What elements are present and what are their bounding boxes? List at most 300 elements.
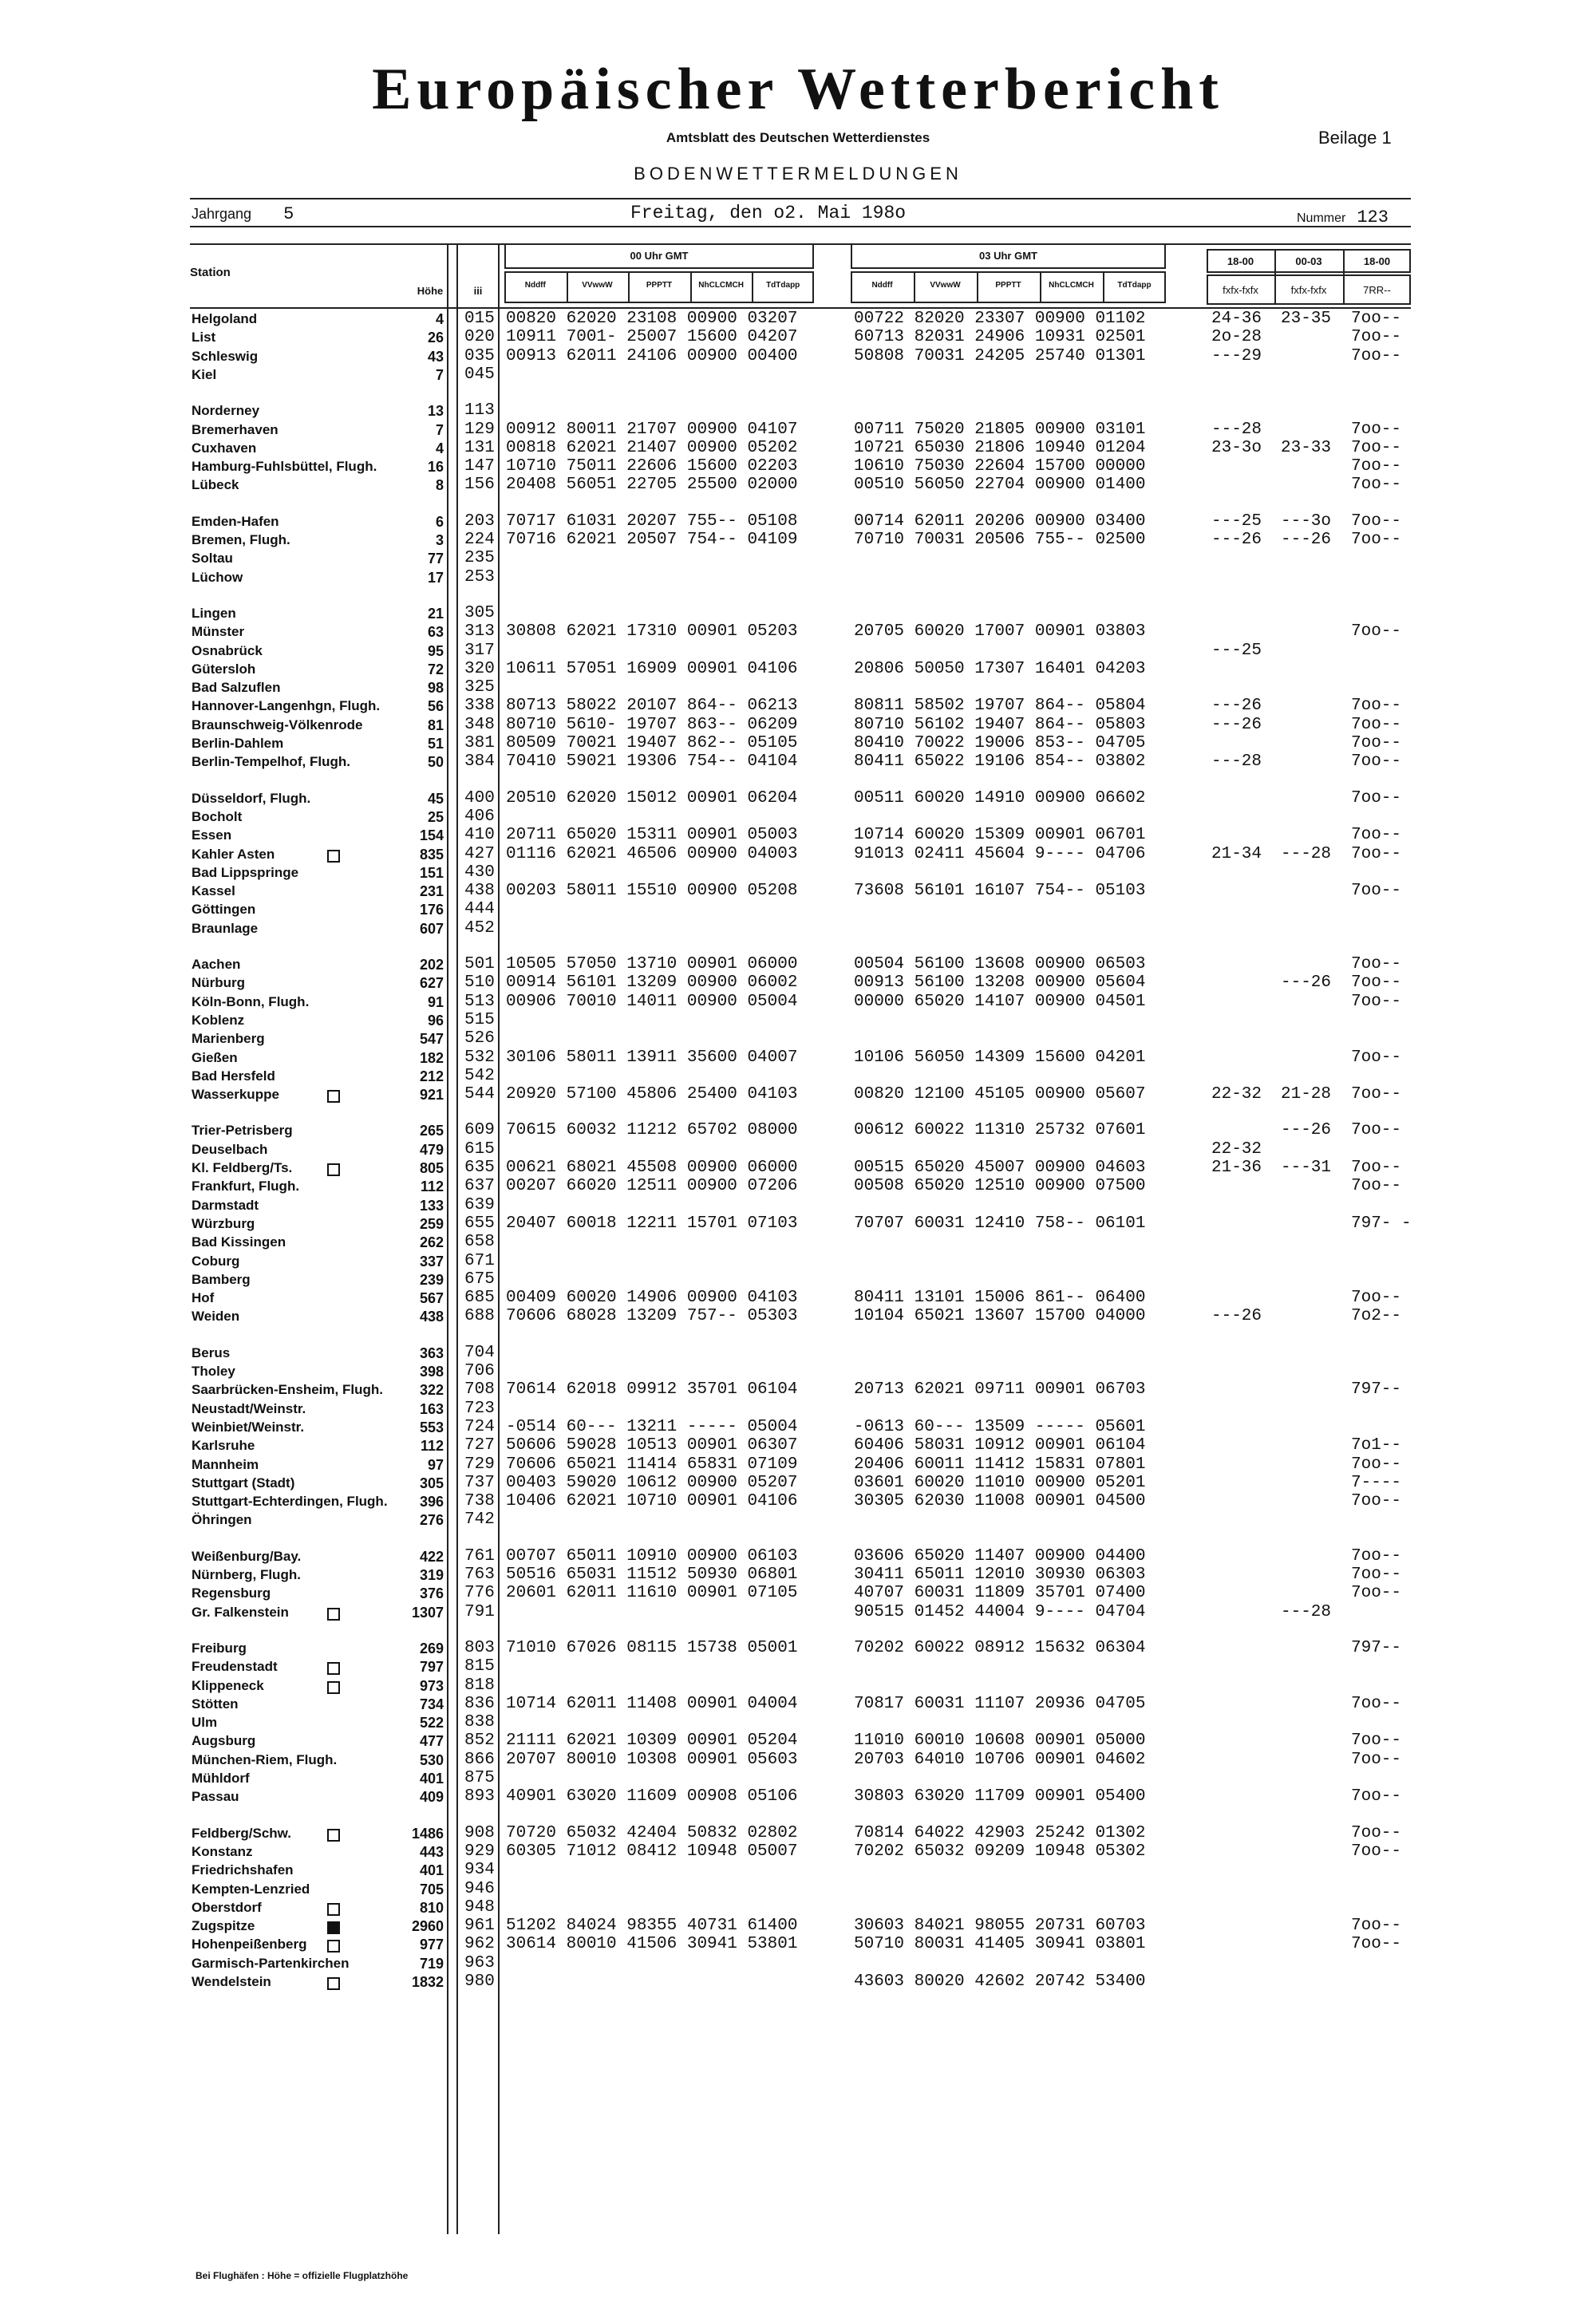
hoehe-value: 438 [419, 1309, 444, 1325]
hoehe-value: 112 [420, 1179, 444, 1195]
obs-00-value: 10611 57051 16909 00901 04106 [506, 659, 798, 678]
group-03-subdivider [1103, 271, 1104, 303]
hoehe-value: 1486 [411, 1825, 444, 1842]
hoehe-value: 91 [427, 993, 444, 1010]
hoehe-value: 6 [435, 513, 444, 530]
station-name: Wendelstein [192, 1974, 271, 1989]
c3-value: 7oo-- [1351, 1085, 1402, 1104]
c3-value: 7oo-- [1351, 346, 1402, 365]
station-name: Berlin-Tempelhof, Flugh. [192, 754, 350, 770]
hoehe-value: 422 [419, 1548, 444, 1565]
c3-value: 7oo-- [1351, 1492, 1402, 1511]
obs-03-value: 73608 56101 16107 754-- 05103 [854, 882, 1146, 901]
c3-value: 7oo-- [1351, 1842, 1402, 1861]
c3-value: 797-- [1351, 1380, 1402, 1400]
obs-03-value: 70710 70031 20506 755-- 02500 [854, 531, 1146, 549]
obs-03-value: 10721 65030 21806 10940 01204 [854, 438, 1146, 457]
station-name: Schleswig [192, 348, 259, 364]
c3-value: 7oo-- [1351, 882, 1402, 901]
obs-03-value: 30603 84021 98055 20731 60703 [854, 1917, 1146, 1936]
iii-value: 962 [464, 1935, 495, 1954]
station-name: Hamburg-Fuhlsbüttel, Flugh. [192, 459, 377, 475]
hoehe-value: 26 [427, 330, 444, 346]
group-00-header: 00 Uhr GMT [630, 250, 689, 262]
obs-03-value: 10610 75030 22604 15700 00000 [854, 457, 1146, 476]
hoehe-value: 133 [419, 1197, 444, 1214]
square-icon [327, 1662, 340, 1675]
hoehe-value: 401 [419, 1862, 444, 1879]
group-03-subheader: NhCLCMCH [1049, 281, 1094, 290]
station-name: Berlin-Dahlem [192, 736, 284, 751]
station-name: Marienberg [192, 1031, 265, 1047]
nummer-label: Nummer [1297, 211, 1346, 225]
hoehe-value: 322 [419, 1382, 444, 1399]
iii-value: 934 [464, 1861, 495, 1880]
station-name: Weißenburg/Bay. [192, 1548, 302, 1564]
obs-00-value: 80509 70021 19407 862-- 05105 [506, 734, 798, 752]
iii-value: 015 [464, 310, 495, 328]
hoehe-value: 96 [427, 1012, 444, 1029]
iii-value: 313 [464, 622, 495, 642]
c3-value: 7oo-- [1351, 1750, 1402, 1769]
c2-value: ---26 [1281, 531, 1332, 549]
hoehe-value: 95 [427, 642, 444, 659]
square-icon [327, 1608, 340, 1621]
iii-value: 338 [464, 697, 495, 716]
column-header-c2: 00-03 [1295, 255, 1322, 267]
station-name: Kassel [192, 883, 235, 899]
iii-value: 544 [464, 1085, 495, 1104]
obs-00-value: 00409 60020 14906 00900 04103 [506, 1289, 798, 1308]
hoehe-value: 530 [419, 1751, 444, 1768]
obs-00-value: 70606 68028 13209 757-- 05303 [506, 1307, 798, 1326]
c1-value: 23-3o [1211, 438, 1262, 457]
obs-03-value: 60406 58031 10912 00901 06104 [854, 1436, 1146, 1455]
c1-value: ---25 [1211, 641, 1262, 660]
station-name: Frankfurt, Flugh. [192, 1179, 300, 1194]
obs-03-value: 00820 12100 45105 00900 05607 [854, 1085, 1146, 1104]
station-name: Hohenpeißenberg [192, 1937, 307, 1953]
hoehe-value: 3 [435, 532, 444, 548]
station-name: Göttingen [192, 902, 256, 918]
station-name: Mannheim [192, 1456, 259, 1472]
station-name: Kahler Asten [192, 846, 275, 862]
station-name: Braunlage [192, 920, 259, 936]
iii-value: 961 [464, 1917, 495, 1936]
hoehe-value: 25 [427, 808, 444, 825]
obs-00-value: 30808 62021 17310 00901 05203 [506, 622, 798, 642]
c3-value: 7oo-- [1351, 1917, 1402, 1936]
station-name: Stuttgart (Stadt) [192, 1475, 295, 1491]
iii-value: 384 [464, 752, 495, 772]
iii-value: 706 [464, 1362, 495, 1380]
obs-00-value: 20510 62020 15012 00901 06204 [506, 788, 798, 807]
section-title: BODENWETTERMELDUNGEN [634, 164, 962, 184]
obs-03-value: 03606 65020 11407 00900 04400 [854, 1546, 1146, 1566]
table-header-rule [190, 307, 1411, 309]
station-name: Lübeck [192, 477, 239, 493]
iii-value: 224 [464, 531, 495, 549]
station-name: Bocholt [192, 808, 243, 824]
station-name: Feldberg/Schw. [192, 1825, 292, 1841]
obs-03-value: 10106 56050 14309 15600 04201 [854, 1048, 1146, 1067]
obs-00-value: 50606 59028 10513 00901 06307 [506, 1436, 798, 1455]
station-name: Bad Hersfeld [192, 1068, 275, 1084]
station-name: Hannover-Langenhgn, Flugh. [192, 698, 381, 714]
obs-03-value: 10714 60020 15309 00901 06701 [854, 826, 1146, 845]
column-header-hoehe: Höhe [417, 285, 444, 297]
c1-value: ---29 [1211, 346, 1262, 365]
obs-00-value: -0514 60--- 13211 ----- 05004 [506, 1417, 798, 1436]
station-name: Freiburg [192, 1640, 247, 1656]
station-name: Coburg [192, 1253, 240, 1269]
obs-00-value: 10710 75011 22606 15600 02203 [506, 457, 798, 476]
obs-03-value: 00504 56100 13608 00900 06503 [854, 955, 1146, 973]
obs-03-value: 80410 70022 19006 853-- 04705 [854, 734, 1146, 752]
obs-00-value: 00207 66020 12511 00900 07206 [506, 1177, 798, 1196]
station-name: Deuselbach [192, 1141, 268, 1157]
iii-value: 763 [464, 1566, 495, 1584]
station-name: Stuttgart-Echterdingen, Flugh. [192, 1494, 388, 1510]
obs-00-value: 70615 60032 11212 65702 08000 [506, 1121, 798, 1140]
station-name: Norderney [192, 403, 260, 419]
iii-value: 875 [464, 1769, 495, 1787]
iii-value: 305 [464, 603, 495, 622]
col-divider-hoehe-2 [456, 243, 458, 2234]
group-03-subdivider [977, 271, 978, 303]
station-name: Neustadt/Weinstr. [192, 1400, 306, 1416]
c1-value: 22-32 [1211, 1085, 1262, 1104]
hoehe-value: 98 [427, 680, 444, 697]
square-icon [327, 850, 340, 863]
square-icon [327, 1090, 340, 1103]
iii-value: 526 [464, 1029, 495, 1048]
group-00-subheader: VVwwW [582, 281, 613, 290]
station-name: Regensburg [192, 1585, 271, 1601]
hoehe-value: 176 [419, 902, 444, 918]
obs-03-value: 00515 65020 45007 00900 04603 [854, 1159, 1146, 1177]
c1-value: ---26 [1211, 715, 1262, 734]
column-header-station: Station [190, 266, 231, 279]
header-rule-top [190, 198, 1411, 199]
station-name: Friedrichshafen [192, 1862, 294, 1878]
station-name: Hof [192, 1290, 215, 1306]
square-icon [327, 1903, 340, 1916]
iii-value: 688 [464, 1307, 495, 1326]
c1-value: ---26 [1211, 1307, 1262, 1326]
c3-value: 7oo-- [1351, 1546, 1402, 1566]
obs-03-value: 00508 65020 12510 00900 07500 [854, 1177, 1146, 1196]
obs-00-value: 00203 58011 15510 00900 05208 [506, 882, 798, 901]
hoehe-value: 547 [419, 1031, 444, 1048]
hoehe-value: 56 [427, 698, 444, 715]
group-03-subheader: Nddff [871, 281, 893, 290]
hoehe-value: 163 [419, 1400, 444, 1417]
iii-value: 325 [464, 678, 495, 697]
station-name: Gießen [192, 1049, 238, 1065]
iii-value: 737 [464, 1473, 495, 1492]
obs-00-value: 70720 65032 42404 50832 02802 [506, 1823, 798, 1842]
station-name: Freudenstadt [192, 1659, 278, 1675]
group-00-subdivider [567, 271, 568, 303]
obs-03-value: 00000 65020 14107 00900 04501 [854, 992, 1146, 1011]
iii-value: 852 [464, 1731, 495, 1751]
c3-value: 7oo-- [1351, 992, 1402, 1011]
station-name: Köln-Bonn, Flugh. [192, 993, 310, 1009]
iii-value: 929 [464, 1842, 495, 1861]
square-icon [327, 1681, 340, 1694]
station-name: Gr. Falkenstein [192, 1604, 289, 1620]
hoehe-value: 1307 [411, 1604, 444, 1621]
iii-value: 510 [464, 973, 495, 993]
hoehe-value: 567 [419, 1290, 444, 1307]
obs-03-value: 90515 01452 44004 9---- 04704 [854, 1602, 1146, 1621]
obs-00-value: 10406 62021 10710 00901 04106 [506, 1492, 798, 1511]
iii-value: 708 [464, 1380, 495, 1400]
obs-03-value: 00612 60022 11310 25732 07601 [854, 1121, 1146, 1140]
hoehe-value: 265 [419, 1123, 444, 1139]
obs-03-value: 80710 56102 19407 864-- 05803 [854, 715, 1146, 734]
hoehe-value: 479 [419, 1141, 444, 1158]
obs-03-value: 30411 65011 12010 30930 06303 [854, 1566, 1146, 1584]
c3-value: 7oo-- [1351, 1823, 1402, 1842]
c3-value: 7oo-- [1351, 788, 1402, 807]
group-00-subheader: PPPTT [646, 281, 673, 290]
obs-00-value: 70614 62018 09912 35701 06104 [506, 1380, 798, 1400]
iii-value: 818 [464, 1676, 495, 1695]
iii-value: 639 [464, 1195, 495, 1214]
group-00-subdivider [752, 271, 753, 303]
hoehe-value: 607 [419, 920, 444, 937]
obs-03-value: 30305 62030 11008 00901 04500 [854, 1492, 1146, 1511]
obs-00-value: 50516 65031 11512 50930 06801 [506, 1566, 798, 1584]
obs-00-value: 10714 62011 11408 00901 04004 [506, 1694, 798, 1713]
iii-value: 045 [464, 365, 495, 384]
station-name: List [192, 330, 216, 345]
station-name: Gütersloh [192, 661, 256, 677]
hoehe-value: 522 [419, 1715, 444, 1731]
c3-value: 7oo-- [1351, 1566, 1402, 1584]
station-name: Braunschweig-Völkenrode [192, 717, 363, 732]
hoehe-value: 398 [419, 1364, 444, 1380]
station-name: Helgoland [192, 311, 258, 326]
iii-value: 515 [464, 1010, 495, 1029]
c2-value: ---28 [1281, 844, 1332, 863]
c3-value: 7oo-- [1351, 420, 1402, 439]
c3-value: 7o1-- [1351, 1436, 1402, 1455]
hoehe-value: 627 [419, 975, 444, 992]
obs-03-value: 50808 70031 24205 25740 01301 [854, 346, 1146, 365]
obs-03-value: 70202 60022 08912 15632 06304 [854, 1638, 1146, 1657]
group-03-subdivider [1040, 271, 1041, 303]
iii-value: 948 [464, 1897, 495, 1917]
c3-value: 7oo-- [1351, 752, 1402, 772]
hoehe-value: 921 [419, 1087, 444, 1104]
c3-value: 7oo-- [1351, 310, 1402, 328]
iii-value: 742 [464, 1510, 495, 1530]
station-name: Klippeneck [192, 1677, 264, 1693]
obs-03-value: 10104 65021 13607 15700 04000 [854, 1307, 1146, 1326]
c3-value: 797-- [1351, 1638, 1402, 1657]
obs-00-value: 00906 70010 14011 00900 05004 [506, 992, 798, 1011]
obs-00-value: 01116 62021 46506 00900 04003 [506, 844, 798, 863]
obs-03-value: -0613 60--- 13509 ----- 05601 [854, 1417, 1146, 1436]
station-name: Zugspitze [192, 1918, 255, 1934]
station-name: Ulm [192, 1715, 218, 1731]
iii-value: 131 [464, 438, 495, 457]
hoehe-value: 231 [419, 883, 444, 900]
iii-value: 671 [464, 1251, 495, 1270]
hoehe-value: 4 [435, 311, 444, 327]
iii-value: 381 [464, 734, 495, 752]
col-divider-iii [498, 243, 500, 2234]
iii-value: 532 [464, 1048, 495, 1067]
hoehe-value: 7 [435, 421, 444, 438]
hoehe-value: 8 [435, 477, 444, 494]
iii-value: 513 [464, 992, 495, 1011]
station-name: Bremen, Flugh. [192, 532, 290, 547]
iii-value: 035 [464, 346, 495, 365]
iii-value: 020 [464, 328, 495, 347]
station-name: Cuxhaven [192, 440, 257, 456]
obs-00-value: 20601 62011 11610 00901 07105 [506, 1584, 798, 1603]
iii-value: 444 [464, 900, 495, 919]
station-name: Darmstadt [192, 1197, 259, 1213]
c1-value: ---25 [1211, 511, 1262, 531]
station-name: München-Riem, Flugh. [192, 1751, 338, 1767]
hoehe-value: 51 [427, 736, 444, 752]
hoehe-value: 43 [427, 348, 444, 365]
group-03-subheader: VVwwW [930, 281, 961, 290]
c2-value: ---28 [1281, 1602, 1332, 1621]
obs-00-value: 80710 5610- 19707 863-- 06209 [506, 715, 798, 734]
column-sub-c3: 7RR-- [1363, 284, 1391, 296]
group-03-subheader: TdTdapp [1117, 281, 1152, 290]
iii-value: 685 [464, 1289, 495, 1308]
hoehe-value: 973 [419, 1677, 444, 1694]
c1-value: ---26 [1211, 697, 1262, 716]
col-divider-hoehe [447, 243, 448, 2234]
c3-value: 7oo-- [1351, 826, 1402, 845]
c1-value: 21-36 [1211, 1159, 1262, 1177]
group-00-subheader: NhCLCMCH [698, 281, 744, 290]
footnote: Bei Flughäfen : Höhe = offizielle Flugplatzhöhe [196, 2270, 409, 2281]
obs-03-value: 03601 60020 11010 00900 05201 [854, 1473, 1146, 1492]
obs-00-value: 00912 80011 21707 00900 04107 [506, 420, 798, 439]
obs-00-value: 10505 57050 13710 00901 06000 [506, 955, 798, 973]
obs-03-value: 50710 80031 41405 30941 03801 [854, 1935, 1146, 1954]
station-name: Konstanz [192, 1843, 253, 1859]
obs-00-value: 20707 80010 10308 00901 05603 [506, 1750, 798, 1769]
obs-03-value: 20705 60020 17007 00901 03803 [854, 622, 1146, 642]
c3-value: 7oo-- [1351, 1289, 1402, 1308]
obs-00-value: 20407 60018 12211 15701 07103 [506, 1214, 798, 1233]
obs-00-value: 30614 80010 41506 30941 53801 [506, 1935, 798, 1954]
obs-03-value: 80411 65022 19106 854-- 03802 [854, 752, 1146, 772]
c2-value: ---26 [1281, 1121, 1332, 1140]
obs-03-value: 70707 60031 12410 758-- 06101 [854, 1214, 1146, 1233]
station-name: Augsburg [192, 1733, 256, 1749]
iii-value: 410 [464, 826, 495, 845]
c3-value: 7oo-- [1351, 438, 1402, 457]
c3-value: 7---- [1351, 1473, 1402, 1492]
nummer-value: 123 [1357, 207, 1389, 227]
station-name: Nürburg [192, 975, 246, 991]
iii-value: 452 [464, 918, 495, 938]
iii-value: 637 [464, 1177, 495, 1196]
column-header-c3: 18-00 [1363, 255, 1391, 267]
jahrgang-label: Jahrgang [192, 206, 252, 222]
station-name: Mühldorf [192, 1771, 250, 1786]
hoehe-value: 21 [427, 605, 444, 622]
c3-value: 7oo-- [1351, 1121, 1402, 1140]
iii-value: 908 [464, 1823, 495, 1842]
hoehe-value: 154 [419, 827, 444, 844]
station-name: Bamberg [192, 1271, 251, 1287]
hoehe-value: 797 [419, 1659, 444, 1676]
hoehe-value: 719 [419, 1955, 444, 1972]
hoehe-value: 112 [420, 1438, 444, 1455]
station-name: Tholey [192, 1364, 235, 1379]
obs-00-value: 60305 71012 08412 10948 05007 [506, 1842, 798, 1861]
group-03-subdivider [914, 271, 915, 303]
obs-03-value: 00714 62011 20206 00900 03400 [854, 511, 1146, 531]
obs-03-value: 80411 13101 15006 861-- 06400 [854, 1289, 1146, 1308]
station-name: Trier-Petrisberg [192, 1123, 293, 1139]
iii-value: 406 [464, 807, 495, 826]
hoehe-value: 835 [419, 846, 444, 863]
iii-value: 738 [464, 1492, 495, 1511]
hoehe-value: 977 [419, 1937, 444, 1953]
hoehe-value: 50 [427, 754, 444, 771]
obs-00-value: 70606 65021 11414 65831 07109 [506, 1455, 798, 1474]
station-name: Lüchow [192, 569, 243, 585]
c3-value: 7oo-- [1351, 1177, 1402, 1196]
station-name: Emden-Hafen [192, 513, 279, 529]
square-icon [327, 1977, 340, 1990]
iii-value: 235 [464, 549, 495, 568]
obs-00-value: 00403 59020 10612 00900 05207 [506, 1473, 798, 1492]
c2-value: ---31 [1281, 1159, 1332, 1177]
station-name: Nürnberg, Flugh. [192, 1567, 301, 1582]
obs-00-value: 00913 62011 24106 00900 00400 [506, 346, 798, 365]
obs-03-value: 20703 64010 10706 00901 04602 [854, 1750, 1146, 1769]
station-name: Bremerhaven [192, 421, 279, 437]
c2-value: ---3o [1281, 511, 1332, 531]
c1-value: ---28 [1211, 752, 1262, 772]
obs-03-value: 20406 60011 11412 15831 07801 [854, 1455, 1146, 1474]
hoehe-value: 305 [419, 1475, 444, 1491]
iii-value: 129 [464, 420, 495, 439]
hoehe-value: 4 [435, 440, 444, 456]
obs-03-value: 70817 60031 11107 20936 04705 [854, 1694, 1146, 1713]
square-icon [327, 1940, 340, 1953]
obs-03-value: 30803 63020 11709 00901 05400 [854, 1787, 1146, 1806]
iii-value: 723 [464, 1399, 495, 1418]
station-name: Öhringen [192, 1512, 252, 1528]
iii-value: 866 [464, 1750, 495, 1769]
beilage-label: Beilage 1 [1318, 128, 1392, 148]
iii-value: 615 [464, 1139, 495, 1159]
iii-value: 430 [464, 863, 495, 882]
obs-00-value: 00707 65011 10910 00900 06103 [506, 1546, 798, 1566]
hoehe-value: 182 [419, 1049, 444, 1066]
hoehe-value: 7 [435, 366, 444, 383]
station-name: Münster [192, 624, 245, 640]
hoehe-value: 72 [427, 661, 444, 677]
c1-value: 21-34 [1211, 844, 1262, 863]
station-name: Wasserkuppe [192, 1087, 279, 1103]
